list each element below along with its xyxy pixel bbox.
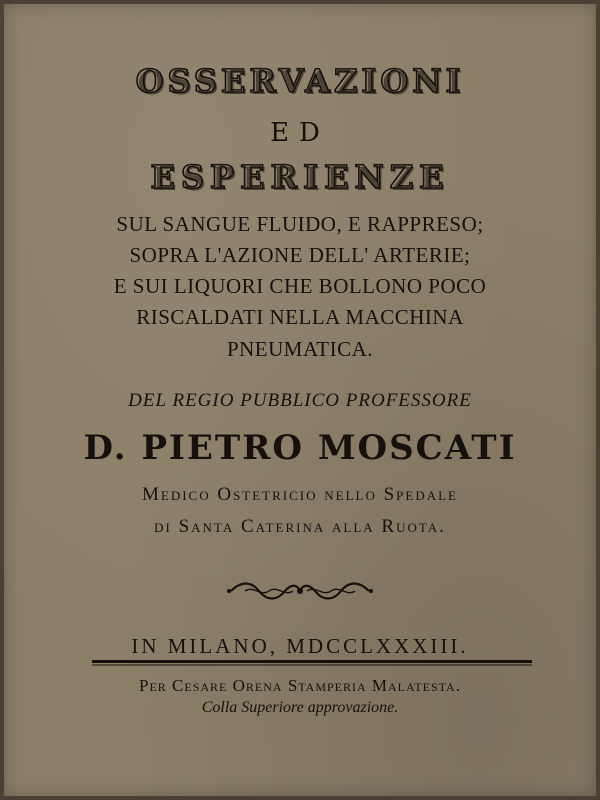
- subtitle-line: PNEUMATICA.: [226, 337, 374, 361]
- imprint-place-date: IN MILANO, MDCCLXXXIII.: [131, 634, 469, 658]
- subtitle-line: E SUI LIQUORI CHE BOLLONO POCO: [113, 274, 487, 298]
- subtitle-line: SOPRA L'AZIONE DELL' ARTERIE;: [129, 243, 471, 267]
- author-name: D. PIETRO MOSCATI: [83, 428, 517, 468]
- printer-line: Per Cesare Orena Stamperia Malatesta.: [139, 676, 461, 695]
- double-rule-divider: [92, 660, 532, 666]
- subtitle-line: SUL SANGUE FLUIDO, E RAPPRESO;: [116, 212, 484, 236]
- title-line-ed: ED: [270, 118, 330, 148]
- title-line-osservazioni: OSSERVAZIONI: [135, 62, 465, 100]
- author-role-line: di Santa Caterina alla Ruota.: [154, 516, 446, 537]
- printer-ornament-icon: [0, 578, 600, 604]
- professor-line: DEL REGIO PUBBLICO PROFESSORE: [128, 390, 472, 411]
- title-line-esperienze: ESPERIENZE: [150, 158, 450, 196]
- subtitle-line: RISCALDATI NELLA MACCHINA: [136, 305, 464, 329]
- author-role-line: Medico Ostetricio nello Spedale: [141, 484, 459, 505]
- approval-line: Colla Superiore approvazione.: [201, 699, 399, 716]
